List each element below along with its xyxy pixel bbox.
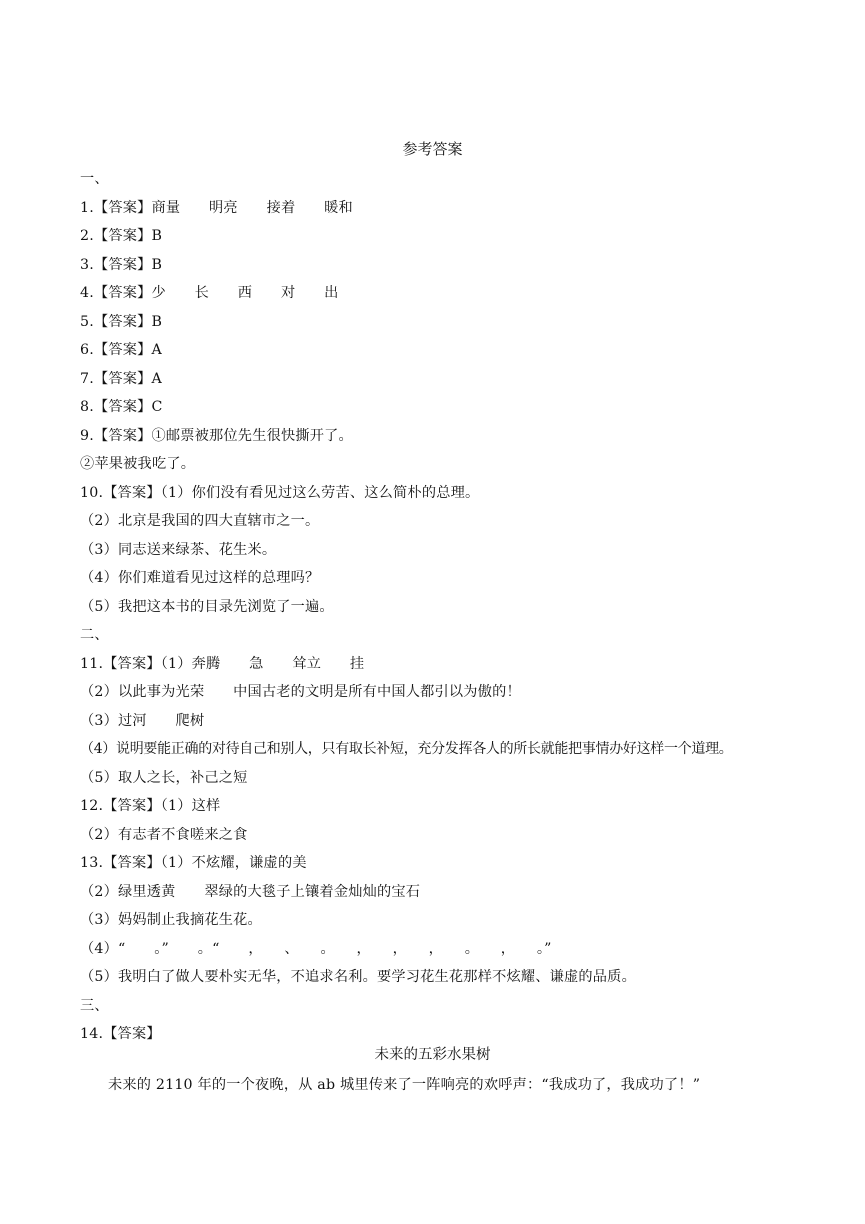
answer-line: （4）你们难道看见过这样的总理吗？ bbox=[80, 570, 320, 586]
answer-line: （2）以此事为光荣 中国古老的文明是所有中国人都引以为傲的！ bbox=[80, 684, 521, 700]
answer-line: （3）同志送来绿茶、花生米。 bbox=[80, 541, 277, 558]
answer-line: 3.【答案】B bbox=[80, 256, 163, 273]
answer-line: （5）取人之长，补己之短 bbox=[80, 769, 248, 786]
answer-line: 7.【答案】A bbox=[80, 370, 162, 387]
answer-line: （5）我把这本书的目录先浏览了一遍。 bbox=[80, 598, 334, 615]
answer-line: ②苹果被我吃了。 bbox=[80, 456, 196, 472]
answer-list bbox=[80, 165, 850, 1049]
answer-line: （4）“ 。” 。“ ， 、 。 ， ， ， 。 ， 。” bbox=[80, 940, 552, 957]
answer-line: （4）说明要能正确的对待自己和别人，只有取长补短，充分发挥各人的所长就能把事情办好这样一个道理。 bbox=[80, 741, 733, 757]
answer-line: 14.【答案】 bbox=[80, 1026, 161, 1042]
section-heading: 二、 bbox=[80, 627, 109, 643]
essay-title: 未来的五彩水果树 bbox=[374, 1047, 491, 1063]
answer-line: 12.【答案】（1）这样 bbox=[80, 798, 221, 814]
answer-line: （3）过河 爬树 bbox=[80, 712, 205, 729]
answer-line: 5.【答案】B bbox=[80, 313, 163, 330]
page-title: 参考答案 bbox=[402, 140, 463, 158]
answer-line: （3）妈妈制止我摘花生花。 bbox=[80, 912, 262, 928]
answer-line: 11.【答案】（1）奔腾 急 耸立 挂 bbox=[80, 655, 365, 672]
answer-line: （2）北京是我国的四大直辖市之一。 bbox=[80, 513, 320, 529]
answer-line: 4.【答案】少 长 西 对 出 bbox=[80, 285, 339, 301]
section-heading: 三、 bbox=[80, 997, 109, 1014]
answer-line: 2.【答案】B bbox=[80, 228, 163, 244]
answer-line: 13.【答案】（1）不炫耀，谦虚的美 bbox=[80, 855, 307, 871]
essay-paragraph: 未来的 2110 年的一个夜晚，从 ab 城里传来了一阵响亮的欢呼声：“我成功了，我成功了！” bbox=[108, 1077, 701, 1093]
answer-line: 9.【答案】①邮票被那位先生很快撕开了。 bbox=[80, 427, 353, 444]
answer-line: 1.【答案】商量 明亮 接着 暖和 bbox=[80, 199, 353, 216]
answer-line: 6.【答案】A bbox=[80, 342, 162, 358]
answer-line: （5）我明白了做人要朴实无华，不追求名利。要学习花生花那样不炫耀、谦虚的品质。 bbox=[80, 969, 636, 985]
answer-line: 8.【答案】C bbox=[80, 399, 163, 415]
answer-line: （2）绿里透黄 翠绿的大毯子上镶着金灿灿的宝石 bbox=[80, 883, 421, 900]
section-heading: 一、 bbox=[80, 171, 109, 187]
answer-line: （2）有志者不食嗟来之食 bbox=[80, 826, 248, 843]
answer-line: 10.【答案】（1）你们没有看见过这么劳苦、这么简朴的总理。 bbox=[80, 484, 480, 501]
